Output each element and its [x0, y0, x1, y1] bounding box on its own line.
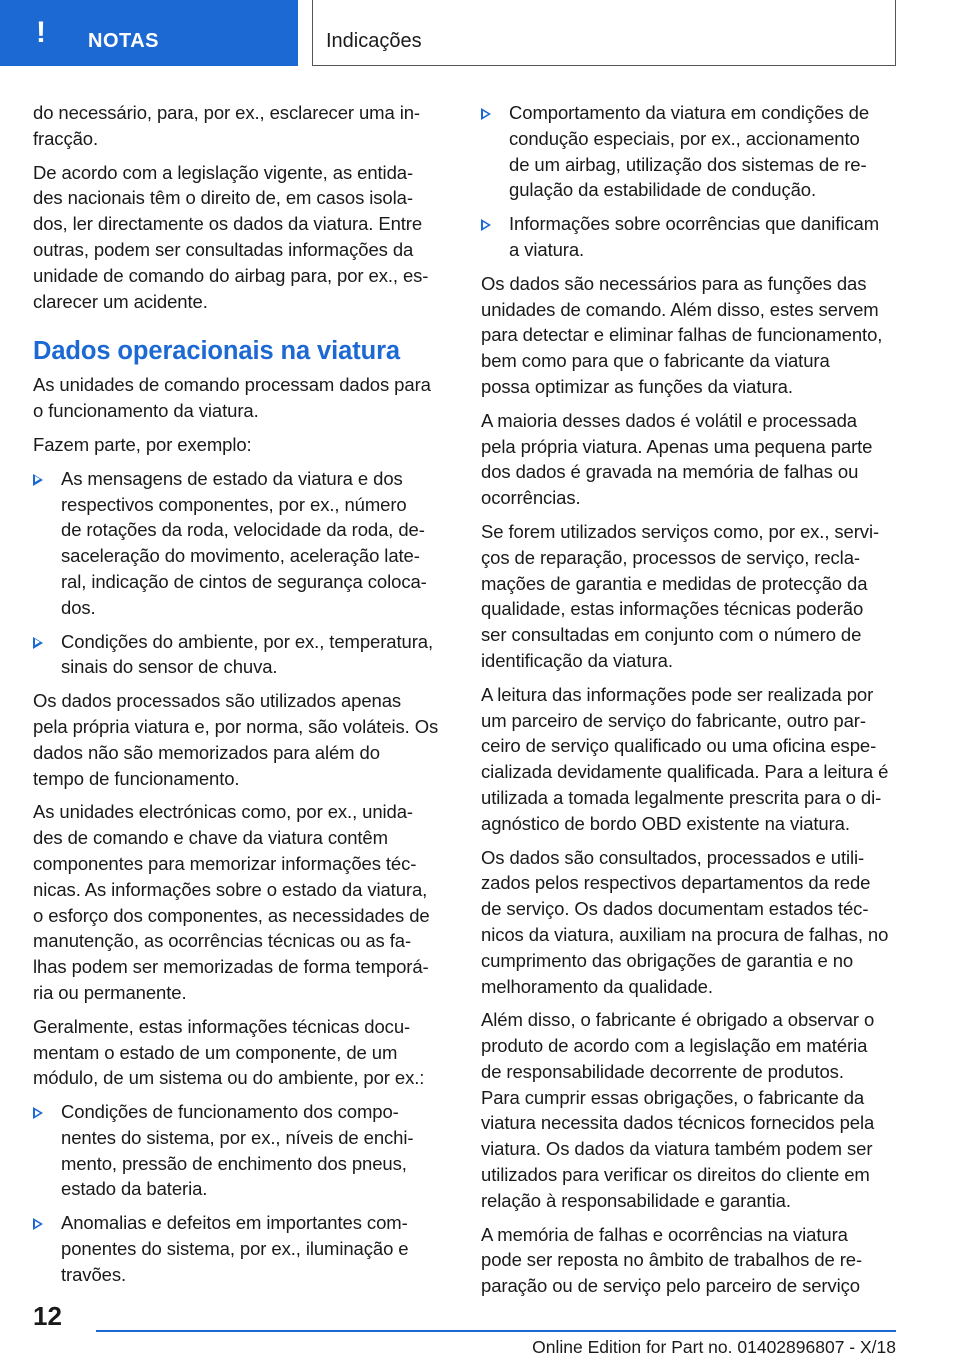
- paragraph: Se forem utilizados serviços como, por ex., servi- ços de reparação, processos de serviço, recla- mações de garantia e medidas de protecção da qualidade, estas informações técnicas poderão ser consultadas em conjunto com o número de identificação da viatura.: [481, 520, 880, 671]
- page-header: [0, 0, 960, 66]
- list-item-text: As mensagens de estado da viatura e dos respectivos componentes, por ex., número de rotações da roda, velocidade da roda, de- saceleração do movimento, aceleração late- ral, indicação de cintos de segurança coloca- dos.: [61, 467, 427, 618]
- paragraph: Além disso, o fabricante é obrigado a observar o produto de acordo com a legislação em matéria de responsabilidade decorrente de produtos. Para cumprir essas obrigações, o fabricante da viatura necessita dados técnicos fornecidos pela viatura. Os dados da viatura também podem ser utilizados para verificar os direitos do cliente em relação à responsabilidade e garantia.: [481, 1009, 875, 1211]
- paragraph: A memória de falhas e ocorrências na viatura pode ser reposta no âmbito de trabalhos de re- paração ou de serviço pelo parceiro de serviço: [481, 1223, 863, 1297]
- list-item-text: Comportamento da viatura em condições de condução especiais, por ex., accionamento de um airbag, utilização dos sistemas de re- gulação da estabilidade de condução.: [509, 102, 870, 201]
- paragraph: De acordo com a legislação vigente, as entida- des nacionais têm o direito de, em casos isola- dos, ler directamente os dados da viatura. Entre outras, podem ser consultadas informações da unidade de comando do airbag para, por ex., es- clarecer um acidente.: [33, 161, 429, 312]
- list-item: [33, 1099, 451, 1202]
- right-column: [481, 100, 899, 1307]
- exclamation-icon: !: [36, 16, 46, 49]
- list-item-text: Condições do ambiente, por ex., temperatura, sinais do sensor de chuva.: [61, 630, 433, 678]
- paragraph: As unidades de comando processam dados para o funcionamento da viatura.: [33, 374, 431, 422]
- footer-edition-text: [300, 1336, 896, 1358]
- list-item: [33, 629, 451, 681]
- triangle-bullet-icon: [33, 637, 43, 649]
- paragraph: do necessário, para, por ex., esclarecer uma in- fracção.: [33, 102, 420, 149]
- notes-tab: [0, 0, 298, 66]
- list-item: [481, 100, 899, 203]
- page-number: 12: [33, 1301, 62, 1331]
- paragraph: Os dados processados são utilizados apenas pela própria viatura e, por norma, são voláteis. Os dados não são memorizados para além do tempo de funcionamento.: [33, 690, 439, 789]
- paragraph: A leitura das informações pode ser realizada por um parceiro de serviço do fabricante, outro par- ceiro de serviço qualificado ou uma oficina espe- cializada devidamente qualificada. Para a leitura é utilizada a tomada legalmente prescrita para o di- agnóstico de bordo OBD existente na viatura.: [481, 683, 889, 834]
- notes-tab-label: NOTAS: [88, 30, 160, 52]
- paragraph: Os dados são consultados, processados e utili- zados pelos respectivos departamentos da rede de serviço. Os dados documentam estados téc- nicos da viatura, auxiliam na procura de falhas, no cumprimento das obrigações de garantia e no melhoramento da qualidade.: [481, 846, 889, 997]
- list-item: [481, 211, 899, 263]
- list-item-text: Condições de funcionamento dos compo- nentes do sistema, por ex., níveis de enchi- mento, pressão de enchimento dos pneus, estado da bateria.: [61, 1101, 414, 1200]
- paragraph: Fazem parte, por exemplo:: [33, 433, 252, 455]
- list-item-text: Informações sobre ocorrências que danificam a viatura.: [509, 213, 880, 260]
- section-tab: [312, 0, 896, 66]
- triangle-bullet-icon: [33, 1218, 43, 1230]
- triangle-bullet-icon: [481, 219, 491, 231]
- list-item-text: Anomalias e defeitos em importantes com- ponentes do sistema, por ex., iluminação e travões.: [61, 1212, 409, 1285]
- list-item: [33, 466, 451, 621]
- paragraph: Os dados são necessários para as funções das unidades de comando. Além disso, estes servem para detectar e eliminar falhas de funcionamento, bem como para que o fabricante da viatura possa optimizar as funções da viatura.: [481, 272, 883, 397]
- section-heading: Dados operacionais na viatura: [33, 337, 400, 366]
- edition-text: Online Edition for Part no. 01402896807 - X/18: [532, 1337, 896, 1357]
- paragraph: Geralmente, estas informações técnicas docu- mentam o estado de um componente, de um módulo, de um sistema ou do ambiente, por ex.:: [33, 1015, 425, 1089]
- paragraph: As unidades electrónicas como, por ex., unida- des de comando e chave da viatura contêm componentes para memorizar informações téc- nicas. As informações sobre o estado da viatura, o esforço dos componentes, as necessidades de manutenção, as ocorrências técnicas ou as fa- lhas podem ser memorizadas de forma temporá- ria ou permanente.: [33, 801, 430, 1003]
- left-column: [33, 100, 451, 1296]
- triangle-bullet-icon: [33, 474, 43, 486]
- section-tab-label: Indicações: [326, 30, 422, 52]
- triangle-bullet-icon: [481, 108, 491, 120]
- list-item: [33, 1210, 451, 1287]
- footer-divider: [96, 1330, 896, 1332]
- triangle-bullet-icon: [33, 1107, 43, 1119]
- paragraph: A maioria desses dados é volátil e processada pela própria viatura. Apenas uma pequena parte dos dados é gravada na memória de falhas ou ocorrências.: [481, 409, 873, 509]
